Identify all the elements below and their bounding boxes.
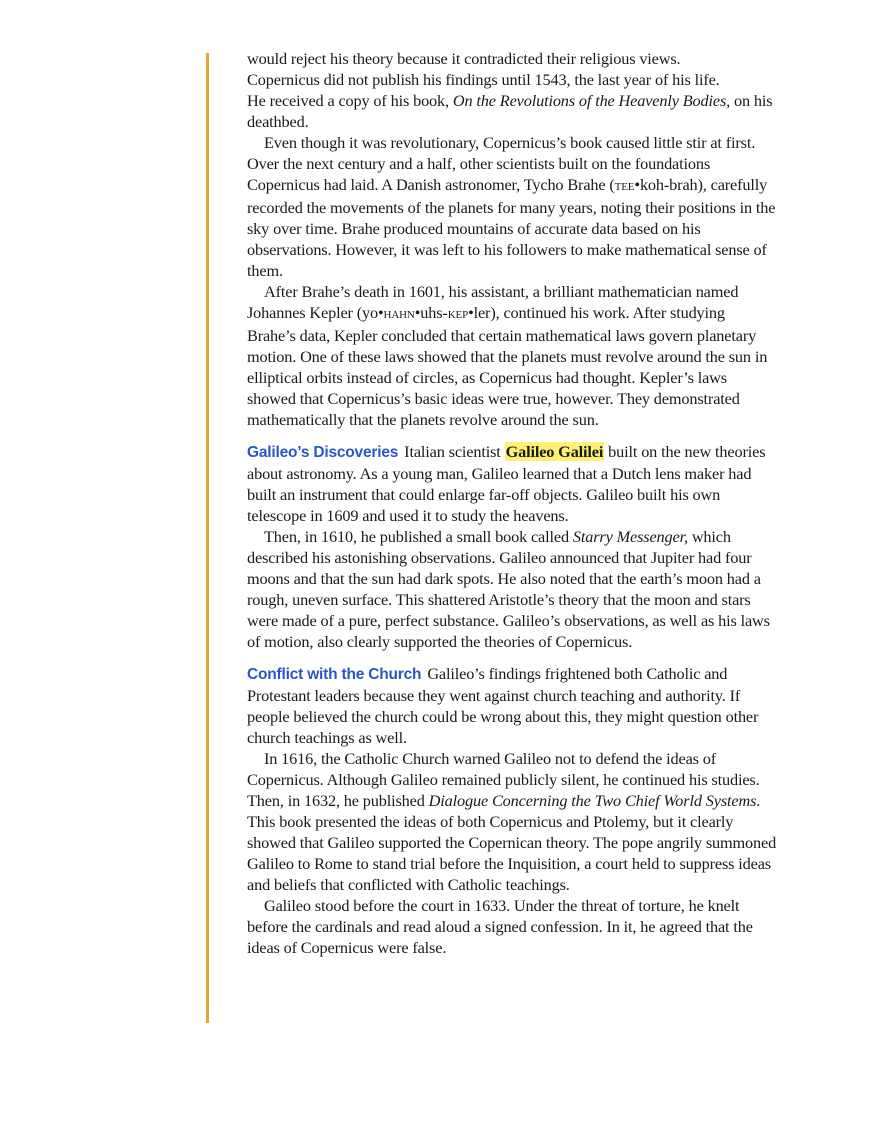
- section-heading: Galileo’s Discoveries: [247, 444, 399, 461]
- section-conflict-with-church: Conflict with the Church Galileo’s findings frightened both Catholic and Protestant leaders because they went against church teaching and authority. If people believed the church could be wrong about this, they might question other church teachings as well.: [247, 664, 759, 747]
- paragraph-copernicus-publication: would reject his theory because it contradicted their religious views. Copernicus did not publish his findings until 1543, the last year of his life. He received a copy of his book, On the Revolutions of the Heavenly Bodies, on his deathbed.: [247, 49, 773, 131]
- pronunciation-stress: kep: [447, 306, 469, 322]
- paragraph-dialogue: In 1616, the Catholic Church warned Galileo not to defend the ideas of Copernicus. Although Galileo remained publicly silent, he continued his studies. Then, in 1632, he published Dialogue Concerning the Two Chief World Systems. This book presented the ideas of both Copernicus and Ptolemy, but it clearly showed that Galileo supported the Copernican theory. The pope angrily summoned Galileo to Rome to stand trial before the Inquisition, a court held to suppress ideas and beliefs that conflicted with Catholic teachings.: [247, 749, 777, 894]
- book-title: Starry Messenger,: [572, 527, 688, 546]
- paragraph-kepler: After Brahe’s death in 1601, his assistant, a brilliant mathematician named Johannes Kepler (yo•hahn•uhs-kep•ler), continued his work. After studying Brahe’s data, Kepler concluded that certain mathematical laws govern planetary motion. One of these laws showed that the planets must revolve around the sun in elliptical orbits instead of circles, as Copernicus had thought. Kepler’s laws showed that Copernicus’s basic ideas were true, however. They demonstrated mathematically that the planets revolve around the sun.: [247, 282, 768, 429]
- book-title: On the Revolutions of the Heavenly Bodies,: [452, 91, 731, 110]
- highlighted-key-term: Galileo Galilei: [505, 442, 604, 461]
- book-title: Dialogue Concerning the Two Chief World Systems: [428, 791, 757, 810]
- paragraph-starry-messenger: Then, in 1610, he published a small book called Starry Messenger, which described his astonishing observations. Galileo announced that Jupiter had four moons and that the sun had dark spots. He also noted that the earth’s moon had a rough, uneven surface. This shattered Aristotle’s theory that the moon and stars were made of a pure, perfect substance. Galileo’s observations, as well as his laws of motion, also clearly supported the theories of Copernicus.: [247, 527, 770, 651]
- section-galileos-discoveries: Galileo’s Discoveries Italian scientist Galileo Galilei built on the new theories about astronomy. As a young man, Galileo learned that a Dutch lens maker had built an instrument that could enlarge far-off objects. Galileo built his own telescope in 1609 and used it to study the heavens.: [247, 442, 766, 525]
- margin-accent-rule: [206, 53, 209, 1023]
- paragraph-trial: Galileo stood before the court in 1633. Under the threat of torture, he knelt before the cardinals and read aloud a signed confession. In it, he agreed that the ideas of Copernicus were false.: [247, 896, 753, 957]
- paragraph-tycho-brahe: Even though it was revolutionary, Copernicus’s book caused little stir at first. Over the next century and a half, other scientists built on the foundations Copernicus had laid. A Danish astronomer, Tycho Brahe (tee•koh-brah), carefully recorded the movements of the planets for many years, noting their positions in the sky over time. Brahe produced mountains of accurate data based on his observations. However, it was left to his followers to make mathematical sense of them.: [247, 133, 776, 280]
- pronunciation-stress: tee: [614, 178, 635, 194]
- section-heading: Conflict with the Church: [247, 666, 422, 683]
- article-body: [247, 48, 777, 958]
- pronunciation-stress: hahn: [383, 306, 415, 322]
